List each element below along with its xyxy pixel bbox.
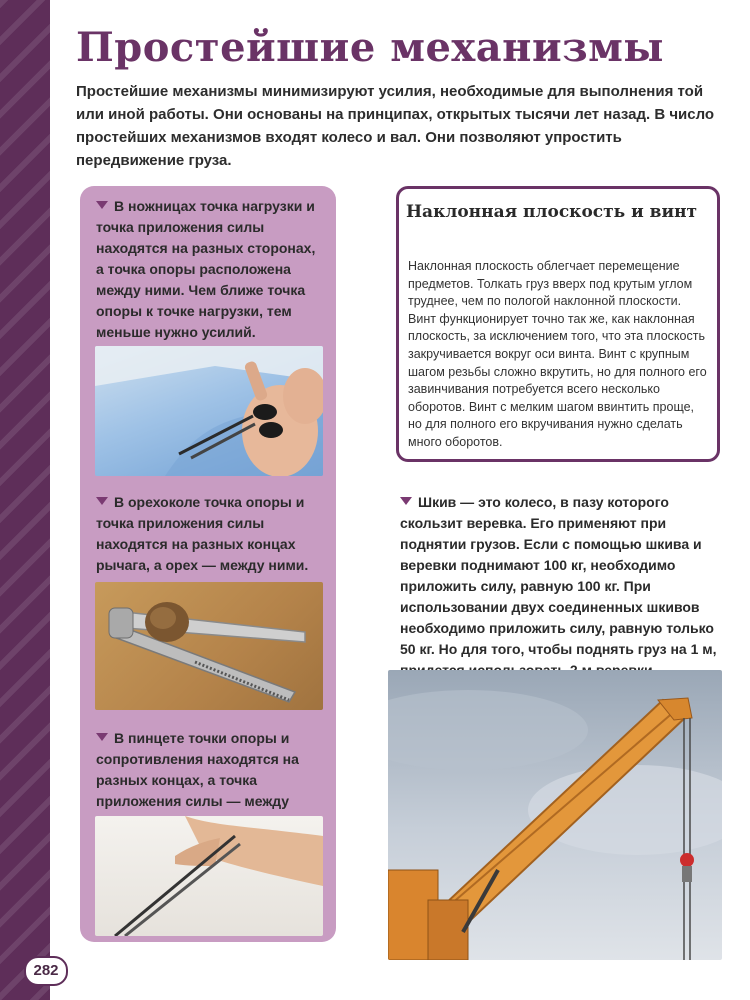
- page-title: Простейшие механизмы: [76, 24, 664, 71]
- tweezers-photo: [95, 816, 323, 936]
- intro-paragraph: Простейшие механизмы минимизируют усилия, необходимые для выполнения той или иной работы. Они основаны на принципах, открытых тысячи лет назад. В число простейших механизмов входят колесо и вал. Они позволяют упростить передвижение груза.: [76, 83, 715, 169]
- scissors-photo: [95, 346, 323, 476]
- info-box-title: Наклонная плоскость и винт: [406, 202, 698, 222]
- scissors-illustration: [95, 346, 323, 476]
- info-box-text: Наклонная плоскость облегчает перемещение предметов. Толкать груз вверх под крутым углом труднее, чем по пологой наклонной плоскости. Винт функционирует точно так же, как наклонная плоскость, за исключением того, что эта плоскость закручивается вокруг оси винта. Винт с крупным шагом резьбы сложно вкрутить, но для полного его завинчивания потребуется всего несколько оборотов. Винт с мелким шагом ввинтить проще, но для полного его вкручивания нужно сделать много оборотов.: [408, 259, 707, 449]
- decorative-side-stripe: [0, 0, 50, 1000]
- tweezers-caption-text: В пинцете точки опоры и сопротивления находятся на разных концах, а точка приложения силы — между: [96, 730, 299, 809]
- nutcracker-caption-text: В орехоколе точка опоры и точка приложения силы находятся на разных концах рычага, а орех — между ними.: [96, 494, 309, 573]
- triangle-bullet-icon: [400, 497, 412, 505]
- crane-illustration: [388, 670, 722, 960]
- nutcracker-illustration: [95, 582, 323, 710]
- pulley-description: [400, 492, 726, 681]
- pulley-description-text: Шкив — это колесо, в пазу которого скользит веревка. Его применяют при поднятии грузов. Если с помощью шкива и веревки поднимают 100 кг, необходимо приложить силу, равную 100 кг. При использовании двух соединенных шкивов необходимо приложить силу, равную только 50 кг. Но для того, чтобы поднять груз на 1 м,: [400, 494, 717, 657]
- triangle-bullet-icon: [96, 201, 108, 209]
- page-number: 282: [24, 956, 68, 986]
- triangle-bullet-icon: [96, 733, 108, 741]
- nutcracker-caption: [96, 492, 322, 576]
- triangle-bullet-icon: [96, 497, 108, 505]
- crane-photo: [388, 670, 722, 960]
- tweezers-illustration: [95, 816, 323, 936]
- nutcracker-photo: [95, 582, 323, 710]
- scissors-caption: [96, 196, 322, 343]
- scissors-caption-text: В ножницах точка нагрузки и точка приложения силы находятся на разных сторонах, а точка опоры расположена между ними. Чем ближе точка опоры к точке нагрузки, тем меньше нужно усилий.: [96, 198, 316, 340]
